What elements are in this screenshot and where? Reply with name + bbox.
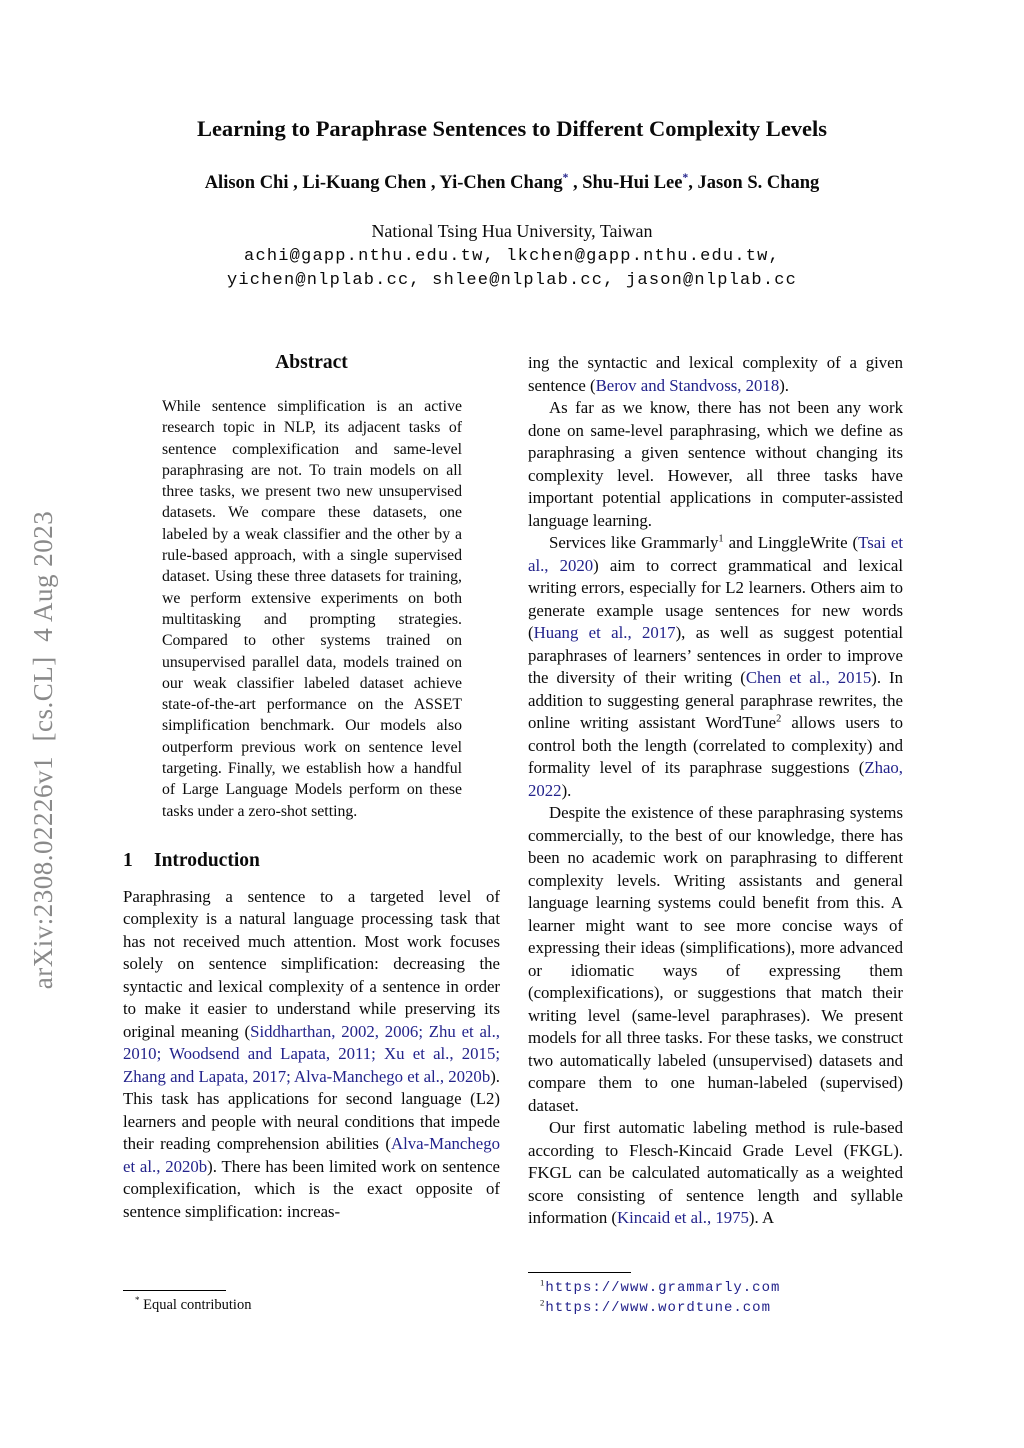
authors-line <box>0 173 1024 194</box>
footnote-text <box>123 1297 251 1314</box>
author-emails <box>0 245 1024 293</box>
text-run: allows users to control both the length (correlated to complexity) and formality level of its paraphrase suggestions ( <box>528 713 903 777</box>
citation-link[interactable]: Tsai et al., 2020 <box>528 533 903 575</box>
section-number: 1 <box>123 849 133 871</box>
footnote-marker: 1 <box>540 1277 546 1288</box>
text-run: and LinggleWrite ( <box>723 533 859 552</box>
section-heading-introduction <box>123 850 500 872</box>
abstract-heading: Abstract <box>275 352 348 373</box>
citation-link[interactable]: Kincaid et al., 1975 <box>617 1208 749 1227</box>
text-run: ) aim to correct grammatical and lexical writing errors, especially for L2 learners. Others aim to generate example usage sentences for new words ( <box>528 555 903 642</box>
text-run: Services like Grammarly <box>549 533 719 552</box>
footnote-url-link[interactable]: https://www.grammarly.com <box>545 1280 781 1296</box>
text-run: Despite the existence of these paraphrasing systems commercially, to the best of our knowledge, there has been no academic work on paraphrasing to different complexity levels. Writing assistants and general language learning systems could benefit from this. A learner might want to see more concise ways of expressing their ideas (simplifications), more advanced or idiomatic ways of expressing them (complexifications), or suggestions that match their writing level (same-level paraphrases). We present models for all three tasks. For these tasks, we construct two automatically labeled (unsupervised) datasets and compare them to one human-labeled (supervised) dataset. <box>528 803 903 1115</box>
footnote-ref-1: 1 <box>718 533 724 545</box>
text-run: ). <box>779 375 790 395</box>
footnote-rule <box>123 1290 226 1291</box>
paper-title: Learning to Paraphrase Sentences to Different Complexity Levels <box>196 116 828 141</box>
paragraph <box>528 397 903 532</box>
paragraph <box>528 1117 903 1230</box>
footnote-list <box>528 1279 780 1318</box>
left-column <box>123 352 500 1318</box>
footnote-marker: * <box>135 1295 140 1306</box>
footnote-ref-2: 2 <box>776 713 782 725</box>
footnote-url-link[interactable]: https://www.wordtune.com <box>545 1299 771 1316</box>
footnote <box>528 1279 780 1299</box>
email-line-2: yichen@nlplab.cc, shlee@nlplab.cc, jason@nlplab.cc <box>226 271 798 290</box>
equal-contribution-footnote <box>123 1290 251 1314</box>
citation-link[interactable]: Siddharthan, 2002, 2006; Zhu et al., 2010; Woodsend and Lapata, 2011; Xu et al., 2015; Zhang and Lapata, 2017; Alva-Manchego et al., 2020b <box>123 1021 500 1086</box>
text-run: As far as we know, there has not been any work done on same-level paraphrasing, which we define as paraphrasing a given sentence without changing its complexity level. However, all three tasks have important potential applications in computer-assisted language learning. <box>528 398 903 530</box>
text-run: ing the syntactic and lexical complexity of a given sentence ( <box>528 353 903 395</box>
right-column <box>528 352 903 1318</box>
citation-link[interactable]: Huang et al., 2017 <box>533 623 676 642</box>
url-footnotes <box>528 1272 780 1318</box>
two-column-body <box>123 352 903 1318</box>
footnote-rule <box>528 1272 631 1273</box>
text-run: Paraphrasing a sentence to a targeted level of complexity is a natural language processing task that has not received much attention. Most work focuses solely on sentence simplification: decreasing the syntactic and lexical complexity of a sentence in order to make it easier to understand while preserving its original meaning ( <box>123 886 500 1041</box>
paragraph <box>528 532 903 802</box>
text-run: Our first automatic labeling method is rule-based according to Flesch-Kincaid Grade Level (FKGL). FKGL can be calculated automatically as a weighted score consisting of sentence length and syllable information ( <box>528 1118 903 1227</box>
footnote-label: Equal contribution <box>143 1297 252 1313</box>
citation-link[interactable]: Alva-Manchego et al., 2020b <box>123 1134 500 1176</box>
equal-contribution-marker[interactable]: * <box>562 171 569 184</box>
text-run: ). A <box>748 1208 775 1227</box>
text-run: , Jason S. Chang <box>688 173 820 193</box>
text-run: Alison Chi , Li-Kuang Chen , Yi-Chen Chang <box>204 173 563 193</box>
footnote-marker: 2 <box>540 1296 546 1307</box>
citation-link[interactable]: Zhao, 2022 <box>528 758 903 800</box>
intro-paragraph <box>123 886 500 1224</box>
right-column-paragraphs <box>528 352 903 1230</box>
text-run: ). In addition to suggesting general paraphrase rewrites, the online writing assistant WordTune <box>528 668 903 732</box>
text-run: , Shu-Hui Lee <box>568 173 683 193</box>
abstract-body: While sentence simplification is an active research topic in NLP, its adjacent tasks of sentence complexification and same-level paraphrasing are not. To train models on all three tasks, we present two new unsupervised datasets. We compare these datasets, one labeled by a weak classifier and the other by a rule-based approach, with a single supervised dataset. Using these three datasets for training, we perform extensive experiments on both multitasking and prompting strategies. Compared to other systems trained on unsupervised parallel data, models trained on our weak classifier labeled dataset achieve state-of-the-art performance on the ASSET simplification benchmark. Our models also outperform previous work on sentence level targeting. Finally, we establish how a handful of Large Language Models perform on these tasks under a zero-shot setting. <box>162 398 462 820</box>
affiliation: National Tsing Hua University, Taiwan <box>371 221 653 241</box>
equal-contribution-marker[interactable]: * <box>682 171 689 184</box>
paper-header <box>0 116 1024 293</box>
email-line-1: achi@gapp.nthu.edu.tw, lkchen@gapp.nthu.edu.tw, <box>244 247 780 266</box>
arxiv-watermark: arXiv:2308.02226v1 [cs.CL] 4 Aug 2023 <box>28 510 58 990</box>
text-run: ). <box>561 780 572 800</box>
text-run: ). There has been limited work on sentence complexification, which is the exact opposite of sentence simplification: increas- <box>123 1156 500 1221</box>
section-title: Introduction <box>154 849 260 871</box>
paragraph <box>528 352 903 397</box>
citation-link[interactable]: Berov and Standvoss, 2018 <box>595 375 780 395</box>
citation-link[interactable]: Chen et al., 2015 <box>745 668 872 687</box>
text-run: ), as well as suggest potential paraphrases of learners’ sentences in order to improve the diversity of their writing ( <box>528 623 904 687</box>
footnote <box>528 1296 780 1319</box>
paragraph <box>528 802 903 1117</box>
text-run: ). This task has applications for second language (L2) learners and people with neural conditions that impede their reading comprehension abilities ( <box>123 1066 501 1154</box>
